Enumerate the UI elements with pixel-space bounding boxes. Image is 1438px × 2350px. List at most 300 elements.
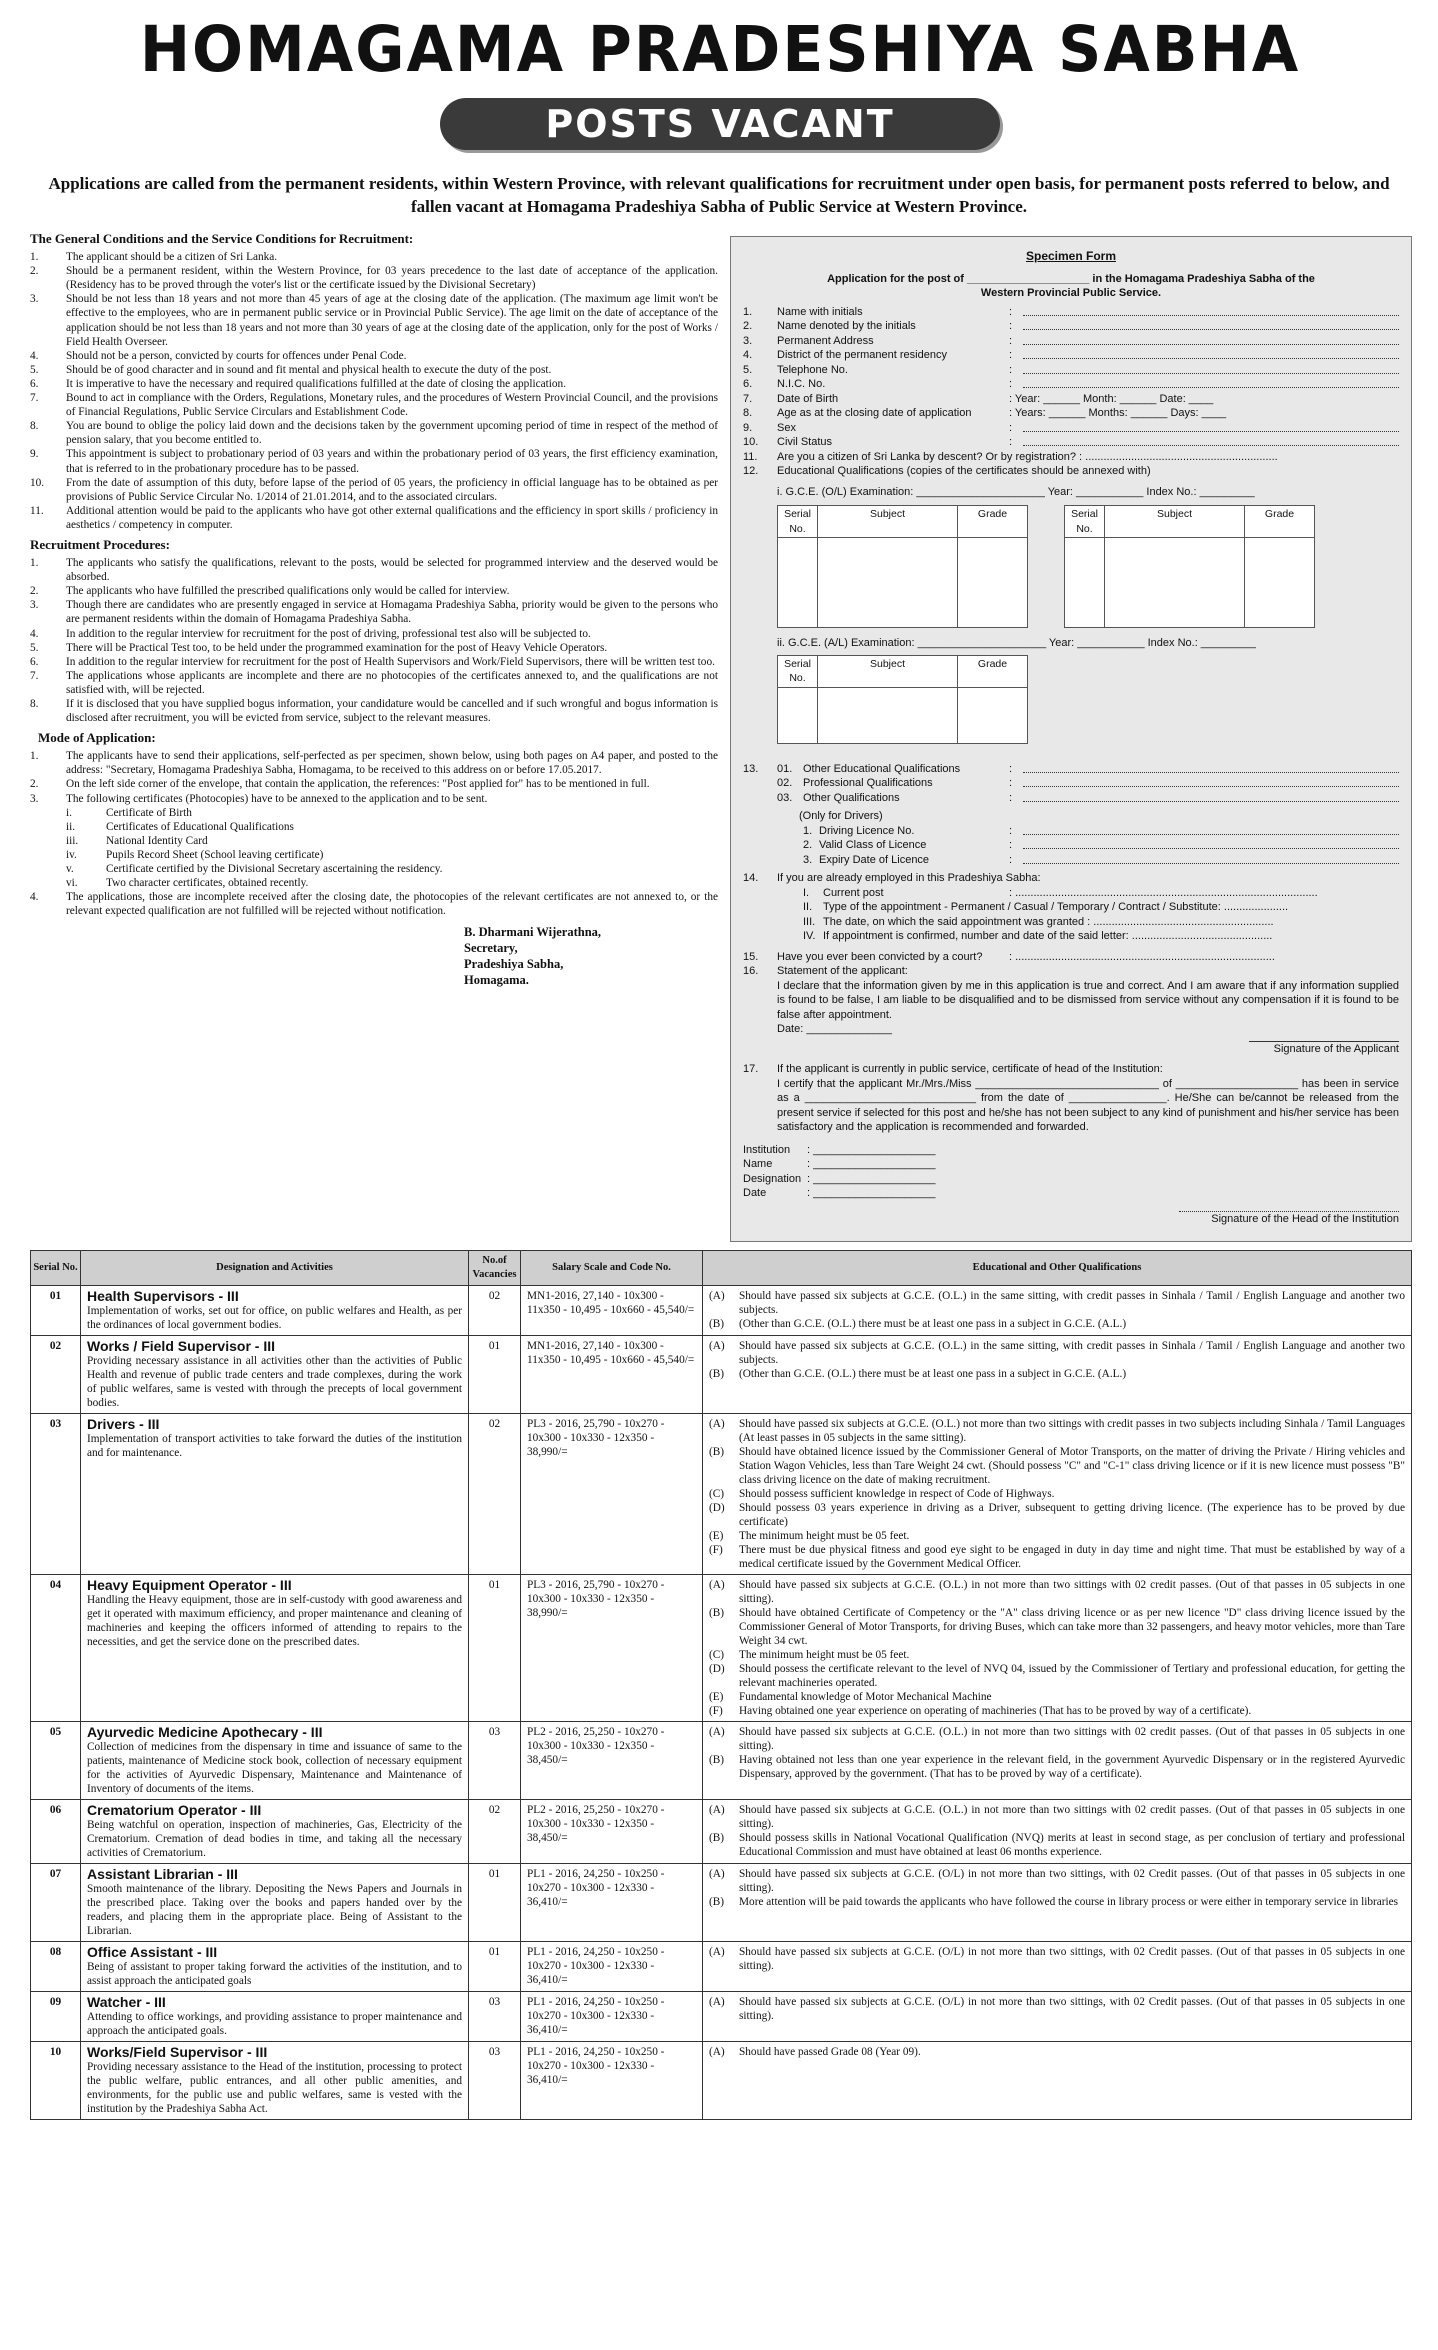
- designation-activities: Implementation of works, set out for office, on public welfares and Health, as per the ordinances of local government bodies.: [87, 1305, 462, 1331]
- qualification-item: [709, 1725, 1405, 1753]
- signature-name: B. Dharmani Wijerathna,: [464, 925, 602, 940]
- list-item: [30, 447, 718, 475]
- form-field: [743, 1157, 1399, 1172]
- designation-title: Ayurvedic Medicine Apothecary - III: [87, 1724, 323, 1740]
- mode-list: [30, 749, 718, 805]
- certificate-number: iii.: [66, 834, 79, 847]
- qualification-item: [709, 1662, 1405, 1690]
- form-field: [743, 853, 1399, 868]
- qualification-letter: (E): [709, 1691, 724, 1703]
- ol-grade-table-2: [1064, 505, 1315, 628]
- field-label: Name with initials: [777, 305, 863, 318]
- applicant-signature: Signature of the Applicant: [1249, 1041, 1399, 1057]
- vacancies: 02: [469, 1286, 521, 1336]
- item-text: You are bound to oblige the policy laid down and the decisions taken by the government upcoming period of time in respect of the method of pension salary, that you become entitled to.: [66, 420, 718, 447]
- certificate-item: [66, 848, 718, 862]
- table-header-row: [31, 1251, 1412, 1286]
- list-item: [30, 391, 718, 419]
- al-tables: [777, 655, 1399, 744]
- col-qualifications: Educational and Other Qualifications: [703, 1251, 1412, 1286]
- recruitment-heading: Recruitment Procedures:: [30, 536, 170, 552]
- ol-grade-table-1: [777, 505, 1028, 628]
- field-sub: 02.: [777, 777, 793, 789]
- field-colon: :: [1009, 853, 1013, 866]
- field-label: Are you a citizen of Sri Lanka by descent? Or by registration? : ...............................................................: [777, 450, 1278, 463]
- form-field: [743, 305, 1399, 320]
- item-number: 1.: [30, 750, 39, 763]
- left-column: [30, 230, 718, 988]
- list-item: [30, 476, 718, 504]
- field-num: [743, 886, 803, 901]
- qualification-item: [709, 1606, 1405, 1648]
- field-sub: I.: [803, 886, 810, 899]
- field-value: : ...................................................................................................: [1009, 886, 1318, 899]
- qualifications-cell: [703, 1722, 1412, 1800]
- certificate-item: [66, 806, 718, 820]
- list-item: [30, 504, 718, 532]
- qualification-text: Should have passed six subjects at G.C.E. (O/L) in not more than two sittings, with 02 Credit passes. (Out of that passes in 05 subjects in one sitting).: [739, 1868, 1405, 1894]
- qualification-letter: (A): [709, 1418, 725, 1430]
- qualification-letter: (C): [709, 1488, 725, 1500]
- field-num: 11.: [743, 450, 758, 463]
- certificate-text: Certificates of Educational Qualifications: [106, 820, 294, 833]
- field-label: Expiry Date of Licence: [819, 853, 930, 866]
- qualifications-cell: [703, 2042, 1412, 2120]
- item-number: 4.: [30, 891, 39, 904]
- page-title: HOMAGAMA PRADESHIYA SABHA: [139, 13, 1301, 87]
- vacancies: 02: [469, 1800, 521, 1864]
- vacancies: 01: [469, 1336, 521, 1414]
- qualification-letter: (B): [709, 1446, 725, 1458]
- field-num: 10.: [743, 436, 759, 448]
- list-item: [30, 627, 718, 641]
- certificate-text: National Identity Card: [106, 834, 208, 847]
- field-label: Name denoted by the initials: [777, 320, 916, 332]
- certificate-text: Pupils Record Sheet (School leaving certificate): [106, 848, 324, 861]
- qualification-item: [709, 1339, 1405, 1367]
- field-label: Designation: [743, 1172, 802, 1185]
- field-num: 8.: [743, 407, 753, 419]
- qualification-text: The minimum height must be 05 feet.: [739, 1649, 910, 1661]
- item-text: There will be Practical Test too, to be held under the programmed examination for the post of Heavy Vehicle Operators.: [66, 641, 608, 654]
- field-blank: [1023, 334, 1399, 345]
- qualification-item: [709, 2045, 1405, 2059]
- qualification-letter: (A): [709, 1340, 725, 1352]
- posts-table: [30, 1250, 1412, 2120]
- qualification-text: Should have passed six subjects at G.C.E. (O.L.) in the same sitting, with credit passes in Sinhala / Tamil / English Language and another two subjects.: [739, 1340, 1405, 1366]
- item-text: The applicant should be a citizen of Sri Lanka.: [66, 251, 278, 264]
- field-sub: II.: [803, 901, 813, 913]
- field-label: Valid Class of Licence: [819, 839, 927, 851]
- qualification-text: Should have passed six subjects at G.C.E. (O.L.) in not more than two sittings with 02 credit passes. (Out of that passes in 05 subjects in one sitting).: [739, 1726, 1405, 1752]
- field-colon: :: [1009, 305, 1013, 318]
- field-label: If appointment is confirmed, number and date of the said letter: ..............................................: [823, 930, 1273, 942]
- posts-vacant-banner: POSTS VACANT: [440, 98, 1000, 150]
- form-field: [743, 762, 1399, 777]
- qualification-item: [709, 1445, 1405, 1487]
- list-item: [30, 292, 718, 348]
- vacancies: 01: [469, 1942, 521, 1992]
- qualification-item: [709, 1995, 1405, 2023]
- qualification-text: Should have obtained licence issued by the Commissioner General of Motor Transports, on the matter of driving the Private / Hiring vehicles and Station Wagon Vehicles, less than Tare Weight 24 cwt. (Should possess "C" and "C-1" class driving licence or if it is new licence must possess "B" class driving licence on the date of making recruitment.: [739, 1446, 1405, 1486]
- field-num: 13.: [743, 762, 759, 775]
- head-certificate: I certify that the applicant Mr./Mrs./Miss ______________________________ of ____________________ has been in service as a ____________________________ from the date of ________________. He/She can be/cannot be released from the present service if selected for this post and he/she has not been subject to any kind of punishment and his/her service has been satisfactory and the application is recommended and forwarded.: [777, 1077, 1399, 1133]
- table-row: [31, 1414, 1412, 1575]
- designation-activities: Being watchful on operation, inspection of machineries, Gas, Electricity of the Crematorium. Cremation of dead bodies in time, and taking all the necessary activities of Crematorium.: [87, 1819, 462, 1859]
- col-salary: Salary Scale and Code No.: [521, 1251, 703, 1286]
- mode-heading: Mode of Application:: [38, 730, 156, 746]
- qualification-letter: (E): [709, 1530, 724, 1542]
- designation-title: Drivers - III: [87, 1416, 160, 1432]
- qualifications-cell: [703, 1414, 1412, 1575]
- qualification-text: The minimum height must be 05 feet.: [739, 1530, 910, 1542]
- field-label: Sex: [777, 421, 796, 434]
- field-label: District of the permanent residency: [777, 349, 947, 361]
- table-row: [31, 1864, 1412, 1942]
- salary-scale: PL1 - 2016, 24,250 - 10x250 - 10x270 - 10x300 - 12x330 - 36,410/=: [521, 2042, 703, 2120]
- table-row: [31, 1336, 1412, 1414]
- col-grade: Grade: [958, 655, 1028, 687]
- item-text: The applicants who satisfy the qualifications, relevant to the posts, would be selected for programmed interview and the deserved would be absorbed.: [66, 557, 718, 584]
- serial-number: 02: [31, 1336, 81, 1414]
- designation-title: Assistant Librarian - III: [87, 1866, 238, 1882]
- salary-scale: PL1 - 2016, 24,250 - 10x250 - 10x270 - 10x300 - 12x330 - 36,410/=: [521, 1992, 703, 2042]
- al-grade-table: [777, 655, 1028, 744]
- field-num: [743, 929, 803, 944]
- field-blank: [1023, 363, 1399, 374]
- item-number: 2.: [30, 585, 39, 598]
- item-number: 2.: [30, 778, 39, 791]
- field-value: : .....................................................................................: [1009, 950, 1275, 963]
- field-label: Telephone No.: [777, 363, 848, 376]
- designation-activities: Being of assistant to proper taking forward the activities of the institution, and to assist approach the anticipated goals: [87, 1961, 462, 1987]
- field-value: : Year: ______ Month: ______ Date: ____: [1009, 392, 1214, 405]
- field-num: 6.: [743, 378, 753, 390]
- form-sex: 9. Sex :: [743, 421, 1399, 436]
- field-num: [743, 824, 803, 839]
- field-sub: 2.: [803, 839, 813, 851]
- item-number: 5.: [30, 363, 39, 376]
- designation-title: Works/Field Supervisor - III: [87, 2044, 268, 2060]
- item-text: Additional attention would be paid to the applicants who have got other external qualifications and the efficiency in sport skills / proficiency in aesthetics / competency in computer.: [66, 504, 718, 531]
- qualification-item: [709, 1867, 1405, 1895]
- list-item: [30, 419, 718, 447]
- field-num: [743, 776, 777, 791]
- qualification-text: There must be due physical fitness and good eye sight to be engaged in duty in day time and night time. That must be established by way of a medical certificate issued by the Government Medical Officer.: [739, 1544, 1405, 1570]
- field-colon: :: [1009, 349, 1013, 361]
- qualification-letter: (A): [709, 1726, 725, 1738]
- field-num: [743, 900, 803, 915]
- item-text: If it is disclosed that you have supplied bogus information, your candidature would be cancelled and if such wrongful and bogus information is disclosed after recruitment, you will be evicted from service, subject to the relevant measures.: [66, 698, 718, 725]
- col-serial: Serial No.: [1065, 506, 1105, 538]
- col-serial: Serial No.: [31, 1251, 81, 1286]
- field-blank: [1023, 762, 1399, 773]
- form-drivers: [743, 824, 1399, 868]
- qualification-letter: (D): [709, 1663, 725, 1675]
- qualifications-cell: [703, 1575, 1412, 1722]
- form-dob: [743, 392, 1399, 407]
- designation-cell: [81, 1286, 469, 1336]
- serial-number: 01: [31, 1286, 81, 1336]
- item-text: Should not be a person, convicted by courts for offences under Penal Code.: [66, 349, 407, 362]
- form-civil: 10. Civil Status :: [743, 435, 1399, 450]
- field-blank: [1023, 838, 1399, 849]
- table-row: [31, 1722, 1412, 1800]
- form-field: [743, 791, 1399, 806]
- designation-activities: Smooth maintenance of the library. Depositing the News Papers and Journals in the prescribed place. Taking over the books and papers handed over by the readers, and placing them in the appropriate place. Being of Assistant to the Librarian.: [87, 1883, 462, 1937]
- qualification-letter: (A): [709, 1579, 725, 1591]
- field-num: [743, 853, 803, 868]
- certificate-list: [66, 806, 718, 891]
- qualification-item: [709, 1648, 1405, 1662]
- item-text: The applications, those are incomplete received after the closing date, the photocopies of the relevant certificates are not annexed to, or the relevant expected qualification are not fulfilled will be rejected without notification.: [66, 891, 718, 918]
- qualification-text: Having obtained one year experience on operating of machineries (That has to be proved by way of a certificate).: [739, 1705, 1252, 1717]
- form-heading-line2: Western Provincial Public Service.: [980, 287, 1162, 299]
- field-label: Name: [743, 1158, 773, 1170]
- field-colon: :: [1009, 320, 1013, 332]
- conditions-list: [30, 250, 718, 532]
- qualification-letter: (F): [709, 1544, 723, 1556]
- qualification-item: [709, 1317, 1405, 1331]
- item-text: The applicants have to send their applications, self-perfected as per specimen, shown below, using both pages on A4 paper, and posted to the address: "Secretary, Homagama Pradeshiya Sabha, Homagama, to be received to this address on or before 17.05.2017.: [66, 750, 718, 777]
- field-value: : Years: ______ Months: ______ Days: ____: [1009, 407, 1227, 419]
- secretary-signature: [464, 924, 718, 988]
- col-subject: Subject: [818, 506, 958, 538]
- item-text: It is imperative to have the necessary and required qualifications fulfilled at the date of closing the application.: [66, 377, 567, 390]
- designation-cell: [81, 1575, 469, 1722]
- field-colon: :: [1009, 824, 1013, 837]
- qualifications-cell: [703, 1864, 1412, 1942]
- field-sub: 3.: [803, 853, 813, 866]
- qualification-item: [709, 1487, 1405, 1501]
- item-number: 8.: [30, 698, 39, 710]
- form-field: [743, 929, 1399, 944]
- field-num: [743, 791, 777, 806]
- designation-cell: [81, 1800, 469, 1864]
- list-item: [30, 264, 718, 292]
- col-designation: Designation and Activities: [81, 1251, 469, 1286]
- field-blank: [1023, 776, 1399, 787]
- table-row: [31, 1286, 1412, 1336]
- field-label: Driving Licence No.: [819, 824, 915, 837]
- item-number: 9.: [30, 448, 39, 461]
- salary-scale: MN1-2016, 27,140 - 10x300 - 11x350 - 10,495 - 10x660 - 45,540/=: [521, 1286, 703, 1336]
- table-row: [31, 1800, 1412, 1864]
- vacancies: 02: [469, 1414, 521, 1575]
- salary-scale: PL3 - 2016, 25,790 - 10x270 - 10x300 - 10x330 - 12x350 - 38,990/=: [521, 1414, 703, 1575]
- form-field: [743, 363, 1399, 378]
- qualification-item: [709, 1831, 1405, 1859]
- item-text: The applicants who have fulfilled the prescribed qualifications only would be called for interview.: [66, 585, 510, 598]
- designation-title: Office Assistant - III: [87, 1944, 218, 1960]
- list-item: [30, 363, 718, 377]
- form-field: [743, 1186, 1399, 1201]
- qualification-letter: (B): [709, 1754, 725, 1766]
- qualification-letter: (A): [709, 1868, 725, 1880]
- field-blank: [1023, 348, 1399, 359]
- field-num: [743, 838, 803, 853]
- list-item: [30, 250, 718, 264]
- qualification-text: Fundamental knowledge of Motor Mechanical Machine: [739, 1691, 992, 1703]
- qualification-letter: (A): [709, 1996, 725, 2008]
- vacancies: 03: [469, 2042, 521, 2120]
- field-blank: [1023, 421, 1399, 432]
- certificate-item: [66, 862, 718, 876]
- qualification-letter: (F): [709, 1705, 723, 1717]
- item-text: Though there are candidates who are presently engaged in service at Homagama Pradeshiya Sabha, priority would be given to the persons who are permanent residents within the domain of Homagama Pradeshiya Sabha.: [66, 599, 718, 626]
- field-num: 16.: [743, 965, 759, 977]
- certificate-text: Certificate of Birth: [106, 806, 192, 819]
- qualification-text: Should have passed six subjects at G.C.E. (O.L.) not more than two sittings with credit passes in two subjects including Sinhala / Tamil Languages (At least passes in 05 subjects in the same sitting).: [739, 1418, 1405, 1444]
- designation-title: Watcher - III: [87, 1994, 166, 2010]
- field-sub: 01.: [777, 762, 793, 775]
- field-label: Institution: [743, 1143, 791, 1156]
- qualification-text: Should have passed six subjects at G.C.E. (O.L.) in the same sitting, with credit passes in Sinhala / Tamil / English Language and another two subjects.: [739, 1290, 1405, 1316]
- designation-cell: [81, 1864, 469, 1942]
- col-grade: Grade: [1245, 506, 1315, 538]
- vacancies: 03: [469, 1722, 521, 1800]
- qualification-item: [709, 1803, 1405, 1831]
- field-sub: 03.: [777, 791, 793, 804]
- signature-org: Pradeshiya Sabha,: [464, 957, 564, 972]
- specimen-form: [730, 236, 1412, 1242]
- qualification-item: [709, 1417, 1405, 1445]
- field-sub: IV.: [803, 930, 816, 942]
- designation-cell: [81, 1722, 469, 1800]
- designation-cell: [81, 1414, 469, 1575]
- field-label: Other Educational Qualifications: [803, 762, 961, 775]
- al-exam-line: ii. G.C.E. (A/L) Examination: _____________________ Year: ___________ Index No.: _________: [777, 637, 1256, 649]
- certificate-item: [66, 820, 718, 834]
- designation-activities: Collection of medicines from the dispensary in time and issuance of same to the patients, maintenance of Medicine stock book, collection of necessary equipment for the activities of Ayurvedic Dispensary, Maintenance and Maintenance of Inventory of documents of the items.: [87, 1741, 462, 1795]
- field-label: The date, on which the said appointment was granted : ...........................................................: [823, 915, 1274, 928]
- field-label: Permanent Address: [777, 334, 874, 347]
- field-label: Have you ever been convicted by a court?: [777, 950, 983, 963]
- qualifications-cell: [703, 1800, 1412, 1864]
- field-label: Date of Birth: [777, 392, 839, 405]
- qualifications-cell: [703, 1992, 1412, 2042]
- qualification-item: [709, 1753, 1405, 1781]
- item-number: 7.: [30, 669, 39, 682]
- field-blank: [1023, 791, 1399, 802]
- item-number: 5.: [30, 641, 39, 654]
- list-item: [30, 669, 718, 697]
- drivers-heading: (Only for Drivers): [799, 810, 883, 822]
- field-blank: [1023, 435, 1399, 446]
- designation-activities: Attending to office workings, and providing assistance to proper maintenance and approach the anticipated goals.: [87, 2011, 462, 2037]
- item-number: 7.: [30, 392, 39, 405]
- qualification-item: [709, 1501, 1405, 1529]
- item-number: 6.: [30, 377, 39, 390]
- qualification-text: Having obtained not less than one year experience in the relevant field, in the government Ayurvedic Dispensary or in the registered Ayurvedic Dispensary, approved by the government. (That has to be proved by way of a certificate).: [739, 1754, 1405, 1780]
- qualification-text: Should have passed Grade 08 (Year 09).: [739, 2046, 921, 2058]
- designation-title: Works / Field Supervisor - III: [87, 1338, 276, 1354]
- qualification-letter: (A): [709, 1946, 725, 1958]
- salary-scale: MN1-2016, 27,140 - 10x300 - 11x350 - 10,495 - 10x660 - 45,540/=: [521, 1336, 703, 1414]
- certificate-number: i.: [66, 806, 72, 819]
- item-text: Bound to act in compliance with the Orders, Regulations, Monetary rules, and the procedures of Western Provincial Council, and the provisions of Financial Regulations, Public Service Circulars and Establishment Code.: [66, 392, 718, 419]
- serial-number: 04: [31, 1575, 81, 1722]
- qualification-letter: (B): [709, 1832, 725, 1844]
- item-text: Should be of good character and in sound and fit mental and physical health to execute the duty of the post.: [66, 363, 552, 376]
- form-q17: [743, 1062, 1399, 1077]
- item-text: This appointment is subject to probationary period of 03 years and within the probationary period of 03 years, the first efficiency examination, that is referred to in the probationary procedure has to be passed.: [66, 448, 718, 475]
- item-text: Should be not less than 18 years and not more than 45 years of age at the closing date of the application. (The maximum age limit won't be effective to the employees, who are in permanent public service or in Provincial Public Service). The age limit on the date of acceptance of the application should be not less than 18 years and not more than 30 years of age at the closing date of the application, only for the post of Works / Field Health Overseer.: [66, 293, 718, 348]
- designation-activities: Handling the Heavy equipment, those are in self-custody with good awareness and get it operated with maximum efficiency, and proper maintenance and cleaning of machineries and keeping the officers informed of attending to repairs to the necessities, and get the service done on the prescribed dates.: [87, 1594, 462, 1648]
- salary-scale: PL3 - 2016, 25,790 - 10x270 - 10x300 - 10x330 - 12x350 - 38,990/=: [521, 1575, 703, 1722]
- statement-date: Date: ______________: [777, 1023, 892, 1035]
- qualification-letter: (B): [709, 1607, 725, 1619]
- field-sub: 1.: [803, 824, 813, 837]
- form-field: [743, 348, 1399, 363]
- col-vacancies: No.of Vacancies: [469, 1251, 521, 1286]
- item-number: 4.: [30, 349, 39, 362]
- designation-cell: [81, 1992, 469, 2042]
- qualification-item: [709, 1690, 1405, 1704]
- vacancies: 01: [469, 1575, 521, 1722]
- field-num: 5.: [743, 363, 753, 376]
- recruitment-list: [30, 556, 718, 725]
- qualification-letter: (A): [709, 1804, 725, 1816]
- field-colon: :: [1009, 762, 1013, 775]
- designation-title: Crematorium Operator - III: [87, 1802, 262, 1818]
- designation-title: Health Supervisors - III: [87, 1288, 239, 1304]
- qualification-item: [709, 1895, 1405, 1909]
- qualification-text: Should possess the certificate relevant to the level of NVQ 04, issued by the Commissioner of Tertiary and professional education, for getting the relevant machineries operated.: [739, 1663, 1405, 1689]
- certificate-number: ii.: [66, 820, 76, 833]
- conditions-heading: The General Conditions and the Service Conditions for Recruitment:: [30, 231, 414, 246]
- qualification-letter: (D): [709, 1502, 725, 1514]
- table-row: [31, 1575, 1412, 1722]
- field-num: 7.: [743, 392, 753, 405]
- qualification-item: [709, 1529, 1405, 1543]
- salary-scale: PL1 - 2016, 24,250 - 10x250 - 10x270 - 10x300 - 12x330 - 36,410/=: [521, 1942, 703, 1992]
- field-blank: [1023, 824, 1399, 835]
- qualification-item: [709, 1289, 1405, 1317]
- form-q16: [743, 964, 1399, 979]
- field-num: 3.: [743, 334, 753, 347]
- designation-title: Heavy Equipment Operator - III: [87, 1577, 292, 1593]
- certificate-item: [66, 834, 718, 848]
- field-label: Civil Status: [777, 436, 833, 448]
- designation-cell: [81, 2042, 469, 2120]
- qualification-letter: (A): [709, 1290, 725, 1302]
- form-field: [743, 776, 1399, 791]
- form-title: Specimen Form: [1025, 249, 1117, 263]
- field-colon: :: [1009, 777, 1013, 789]
- salary-scale: PL2 - 2016, 25,250 - 10x270 - 10x300 - 10x330 - 12x350 - 38,450/=: [521, 1722, 703, 1800]
- field-value: : ____________________: [807, 1187, 936, 1199]
- form-field: [743, 886, 1399, 901]
- certificate-number: v.: [66, 863, 74, 876]
- qualification-text: More attention will be paid towards the applicants who have followed the course in library process or were either in temporary service in libraries: [739, 1896, 1399, 1908]
- col-serial: Serial No.: [778, 506, 818, 538]
- qualification-item: [709, 1578, 1405, 1606]
- field-blank: [1023, 319, 1399, 330]
- item-text: In addition to the regular interview for recruitment for the post of Health Supervisors and Work/Field Supervisors, there will be written test too.: [66, 655, 715, 668]
- form-field: [743, 334, 1399, 349]
- certificate-number: vi.: [66, 877, 78, 890]
- field-num: 1.: [743, 305, 753, 318]
- qualifications-cell: [703, 1942, 1412, 1992]
- qualification-text: Should have passed six subjects at G.C.E. (O/L) in not more than two sittings, with 02 Credit passes. (Out of that passes in 05 subjects in one sitting).: [739, 1996, 1405, 2022]
- form-q14: [743, 871, 1399, 886]
- designation-activities: Providing necessary assistance to the Head of the institution, processing to protect the public welfare, public entrances, and all other public amenities, and environments, for the public use and public welfares, same is vested with the institution by the Pradeshiya Sabha Act.: [87, 2061, 462, 2115]
- qualification-item: [709, 1704, 1405, 1718]
- qualification-letter: (B): [709, 1318, 725, 1330]
- list-item: [30, 890, 718, 918]
- form-q14-items: [743, 886, 1399, 944]
